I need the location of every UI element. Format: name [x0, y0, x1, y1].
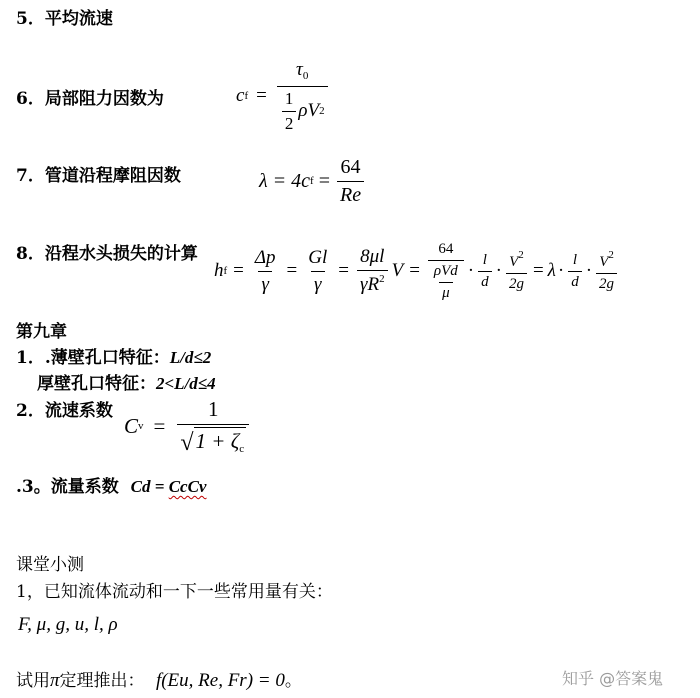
frac-8mul	[357, 246, 388, 296]
cf-sub-7: f	[310, 175, 314, 187]
half-fraction	[282, 89, 297, 134]
chapter-9-heading: 第九章	[16, 322, 67, 342]
equals-7: =	[313, 169, 335, 192]
quiz-task-middle: 定理推出：	[59, 671, 145, 691]
flow-coef-label: .3。流量系数	[16, 477, 119, 497]
dp: Δp	[254, 246, 276, 268]
section-7-heading: 7．管道沿程摩阻因数	[16, 166, 181, 186]
formula-head-loss: h f = $\frac{\Delta p}{\gamma}$ = $\frac{Gl}{\gamma}$ = $\frac{8\mu l}{\gamma R^2}$ V = $\frac{64}{\frac{\text{ρVd}}{\mu}}$ · $\frac{l}{d}$ · $\frac{V^2}{2g}$ = λ · $\frac{l}{d}$ · $\frac{V^2}{2g}$	[214, 232, 619, 310]
section-8-heading: 8．沿程水头损失的计算	[16, 244, 198, 264]
gamma-r: γR	[359, 274, 380, 295]
two-g-2: 2g	[596, 273, 617, 293]
lambda-symbol: λ	[547, 260, 556, 281]
r-squared: 2	[379, 273, 385, 285]
frac-64-re	[428, 241, 464, 302]
frac-l-d-2	[568, 252, 582, 291]
formula-friction-factor	[259, 152, 366, 210]
frac-l-d	[478, 252, 492, 291]
chapter-9-item-2: 2．流速系数	[16, 401, 113, 421]
den-re: Re	[337, 181, 364, 207]
frac-v2-2g	[506, 249, 527, 293]
section-5-heading: 5．平均流速	[16, 9, 113, 29]
cf-fraction	[277, 59, 328, 134]
gl: Gl	[308, 246, 328, 268]
l-2: l	[572, 251, 578, 268]
frac-dp-gamma	[252, 247, 279, 296]
quiz-task-end: 。	[284, 671, 302, 691]
l-1: l	[482, 251, 487, 268]
re-fraction	[337, 156, 364, 207]
cf-subscript: f	[244, 90, 249, 102]
frac-gl-gamma	[305, 247, 330, 296]
formula-velocity-coef: C v = 1 √ $1 + \zeta_c$	[124, 394, 251, 458]
half-den: 2	[282, 111, 297, 134]
thin-orifice-label: 1．.薄壁孔口特征：	[16, 348, 170, 368]
quiz-task	[16, 666, 302, 692]
formula-local-resistance: c f = $\tau_0$ $\frac{1}{2}$ ρV 2	[236, 62, 330, 130]
zeta-subscript: c	[239, 443, 245, 455]
h-symbol: h	[214, 260, 224, 281]
frac-v2-2g-2	[596, 249, 617, 293]
num-64b: 64	[438, 240, 454, 257]
rho-v: ρV	[298, 100, 320, 121]
cv-fraction	[177, 397, 249, 455]
v-1: V	[509, 254, 519, 270]
cv-subscript: v	[138, 420, 144, 432]
v-2: V	[599, 254, 609, 270]
d-2: d	[568, 271, 582, 291]
v-symbol: V	[391, 260, 404, 281]
quiz-task-prefix: 试用	[16, 671, 50, 691]
tau-symbol: τ	[296, 58, 303, 80]
two-g-1: 2g	[506, 273, 527, 293]
thin-orifice-expr: L/d≤2	[169, 348, 212, 367]
quiz-title: 课堂小测	[16, 555, 84, 575]
pi-symbol: π	[50, 670, 60, 691]
h-subscript: f	[223, 265, 228, 277]
flow-coef-rhs: CcCv	[168, 477, 207, 496]
v-squared: 2	[319, 105, 325, 117]
rho-v-d: ρVd	[433, 262, 458, 279]
cv-symbol: C	[124, 413, 139, 438]
chapter-9-item-3	[16, 472, 206, 497]
section-6-heading: 6．局部阻力因数为	[16, 89, 164, 109]
flow-coef-lhs: Cd =	[130, 477, 169, 496]
thick-orifice-label: 厚壁孔口特征：	[37, 374, 156, 394]
mu-den: μ	[439, 282, 453, 302]
half-num: 1	[284, 88, 294, 108]
eight-mu-l: 8μl	[360, 246, 385, 267]
chapter-9-item-1	[16, 343, 211, 368]
num-64: 64	[340, 155, 361, 178]
gamma-2: γ	[311, 271, 325, 296]
quiz-task-expr: f(Eu, Re, Fr) = 0	[155, 670, 285, 691]
gamma-1: γ	[258, 271, 272, 296]
cf-symbol: c	[236, 85, 245, 106]
chapter-9-item-1b	[37, 369, 216, 394]
quiz-variables: F, μ, g, u, l, ρ	[18, 614, 118, 635]
sqrt-content: 1 + ζ	[195, 429, 240, 453]
quiz-question-1: 1，已知流体流动和一下一些常用量有关：	[16, 582, 333, 602]
watermark: 知乎 @答案鬼	[562, 669, 664, 688]
thick-orifice-expr: 2<L/d≤4	[156, 374, 216, 393]
cv-num: 1	[207, 397, 219, 421]
sqrt-icon: √	[180, 430, 194, 456]
d-1: d	[478, 271, 492, 291]
tau-subscript: 0	[302, 69, 309, 82]
v-sq-2: 2	[608, 249, 614, 261]
lambda-expr: λ = 4c	[259, 169, 311, 192]
v-sq-1: 2	[518, 249, 524, 261]
